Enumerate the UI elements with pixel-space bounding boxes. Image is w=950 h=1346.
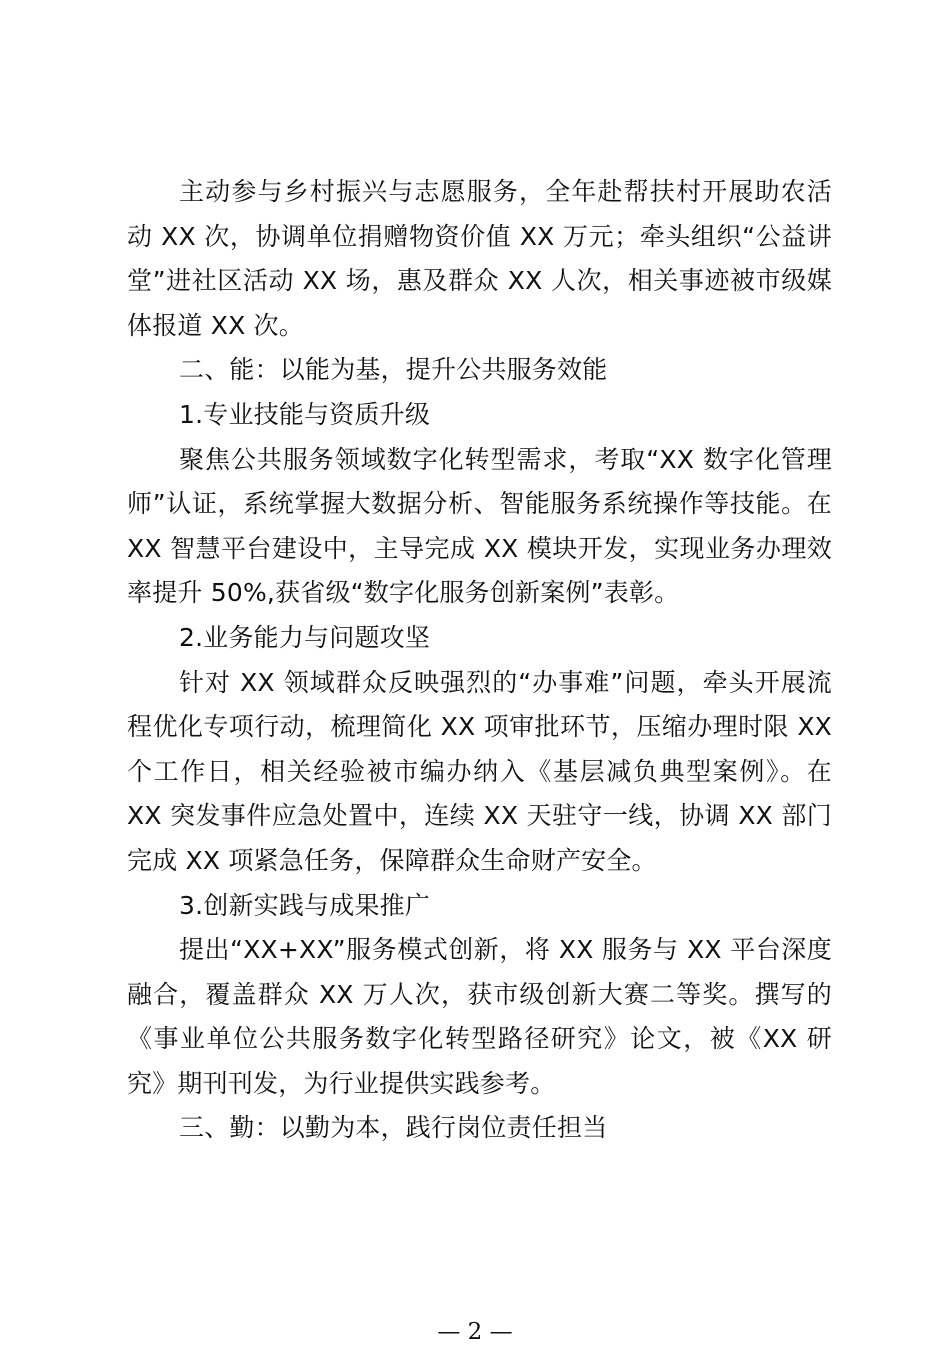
paragraph-process-optimization: 针对 XX 领域群众反映强烈的“办事难”问题，牵头开展流程优化专项行动，梳理简化 XX 项审批环节，压缩办理时限 XX 个工作日，相关经验被市编办纳入《基层减负典型案例》。在 XX 突发事件应急处置中，连续 XX 天驻守一线，协调 XX 部门完成 XX 项紧急任务，保障群众生命财产安全。 — [127, 667, 832, 875]
document-body — [127, 170, 832, 1151]
subheading-business-ability: 2.业务能力与问题攻坚 — [179, 622, 431, 652]
section-heading-diligence: 三、勤：以勤为本，践行岗位责任担当 — [179, 1113, 608, 1143]
subheading-innovation-practice: 3.创新实践与成果推广 — [179, 890, 431, 920]
page-number: — 2 — — [437, 1319, 513, 1345]
paragraph-digital-transformation: 聚焦公共服务领域数字化转型需求，考取“XX 数字化管理师”认证，系统掌握大数据分析、智能服务系统操作等技能。在 XX 智慧平台建设中，主导完成 XX 模块开发，实现业务办理效率提升 50%,获省级“数字化服务创新案例”表彰。 — [127, 444, 832, 608]
paragraph-service-model: 提出“XX+XX”服务模式创新，将 XX 服务与 XX 平台深度融合，覆盖群众 XX 万人次，获市级创新大赛二等奖。撰写的《事业单位公共服务数字化转型路径研究》论文，被《XX 研究》期刊刊发，为行业提供实践参考。 — [127, 935, 832, 1098]
section-heading-ability: 二、能：以能为基，提升公共服务效能 — [179, 355, 608, 385]
paragraph-rural-volunteer: 主动参与乡村振兴与志愿服务，全年赴帮扶村开展助农活动 XX 次，协调单位捐赠物资价值 XX 万元；牵头组织“公益讲堂”进社区活动 XX 场，惠及群众 XX 人次，相关事迹被市级媒体报道 XX 次。 — [127, 177, 832, 340]
subheading-professional-skills: 1.专业技能与资质升级 — [179, 399, 431, 429]
